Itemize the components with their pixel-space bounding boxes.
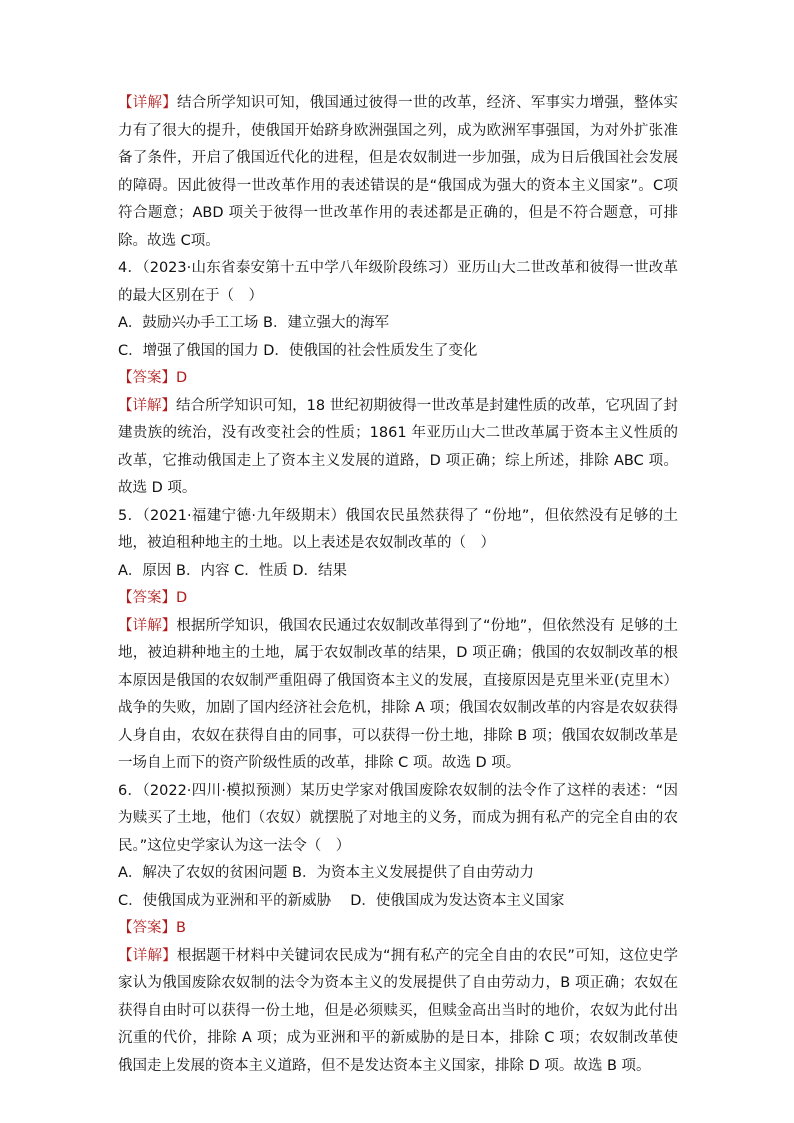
answer-value: D	[176, 590, 188, 606]
page-content	[118, 90, 678, 1080]
question-5-stem: 5．（2021·福建宁德·九年级期末）俄国农民虽然获得了 “份地”，但依然没有足够的土地，被迫租种地主的土地。以上表述是农奴制改革的（ ）	[118, 507, 678, 551]
answer-tag: 【答案】	[118, 920, 176, 936]
detail-text: 根据题干材料中关键词农民成为“拥有私产的完全自由的农民”可知，这位史学家认为俄国废除农奴制的法令为资本主义的发展提供了自由劳动力，B 项正确；农奴在获得自由时可以获得一份土地，但是必须赎买，但赎金高出当时的地价，农奴为此付出沉重的代价，排除 A 项；成为亚洲和平的新威胁的是日本，排除 C 项；农奴制改革使俄国走上发展的资本主义道路，但不是发达资本主义国家，排除 D 项。故选 B 项。	[118, 947, 679, 1074]
answer-value: D	[176, 370, 188, 386]
detail-paragraph	[118, 943, 678, 1081]
question-6-option-line: A．解决了农奴的贫困问题 B．为资本主义发展提供了自由劳动力	[118, 865, 534, 881]
detail-tag: 【详解】	[118, 397, 177, 414]
question-4-option-line: A．鼓励兴办手工工场 B．建立强大的海军	[118, 315, 389, 331]
answer-tag: 【答案】	[118, 370, 176, 386]
detail-tag: 【详解】	[118, 947, 177, 964]
detail-paragraph	[118, 393, 678, 503]
detail-text: 结合所学知识可知，18 世纪初期彼得一世改革是封建性质的改革，它巩固了封建贵族的统治，没有改变社会的性质；1861 年亚历山大二世改革属于资本主义性质的改革，它推动俄国走上了资本主义发展的道路，D 项正确；综上所述，排除 ABC 项。故选 D 项。	[118, 397, 678, 496]
answer-line	[118, 365, 678, 393]
answer-tag: 【答案】	[118, 590, 176, 606]
question-4-option-line: C．增强了俄国的国力 D．使俄国的社会性质发生了变化	[118, 342, 478, 359]
detail-tag: 【详解】	[118, 95, 177, 111]
answer-line	[118, 915, 678, 943]
answer-value: B	[176, 920, 186, 936]
detail-text: 根据所学知识，俄国农民通过农奴制改革得到了“份地”，但依然没有 足够的土地，被迫耕种地主的土地，属于农奴制改革的结果，D 项正确；俄国的农奴制改革的根本原因是俄国的农奴制严重阻碍了俄国资本主义的发展，直接原因是克里米亚(克里木）战争的失败，加剧了国内经济社会危机，排除 A 项；俄国农奴制改革的内容是农奴获得人身自由，农奴在获得自由的同事，可以获得一份土地，排除 B 项；俄国农奴制改革是一场自上而下的资产阶级性质的改革，排除 C 项。故选 D 项。	[118, 617, 678, 771]
detail-text: 结合所学知识可知，俄国通过彼得一世的改革，经济、军事实力增强，整体实力有了很大的提升，使俄国开始跻身欧洲强国之列，成为欧洲军事强国，为对外扩张准备了条件，开启了俄国近代化的进程，但是农奴制进一步加强，成为日后俄国社会发展的障碍。因此彼得一世改革作用的表述错误的是“俄国成为强大的资本主义国家”。C项符合题意；ABD 项关于彼得一世改革作用的表述都是正确的，但是不符合题意，可排除。故选 C项。	[118, 95, 679, 249]
detail-paragraph	[118, 90, 678, 255]
question-5-option-line: A．原因 B．内容 C．性质 D．结果	[118, 562, 347, 579]
answer-line	[118, 585, 678, 613]
detail-tag: 【详解】	[118, 617, 177, 634]
detail-paragraph	[118, 613, 678, 778]
question-6-stem: 6．（2022·四川·模拟预测）某历史学家对俄国废除农奴制的法令作了这样的表述：“因为赎买了土地，他们（农奴）就摆脱了对地主的义务，而成为拥有私产的完全自由的农民。”这位史学家认为这一法令（ ）	[118, 782, 678, 854]
question-4-stem: 4．（2023·山东省泰安第十五中学八年级阶段练习）亚历山大二世改革和彼得一世改革的最大区别在于（ ）	[118, 260, 678, 304]
question-6-option-line: C．使俄国成为亚洲和平的新威胁 D．使俄国成为发达资本主义国家	[118, 892, 565, 909]
